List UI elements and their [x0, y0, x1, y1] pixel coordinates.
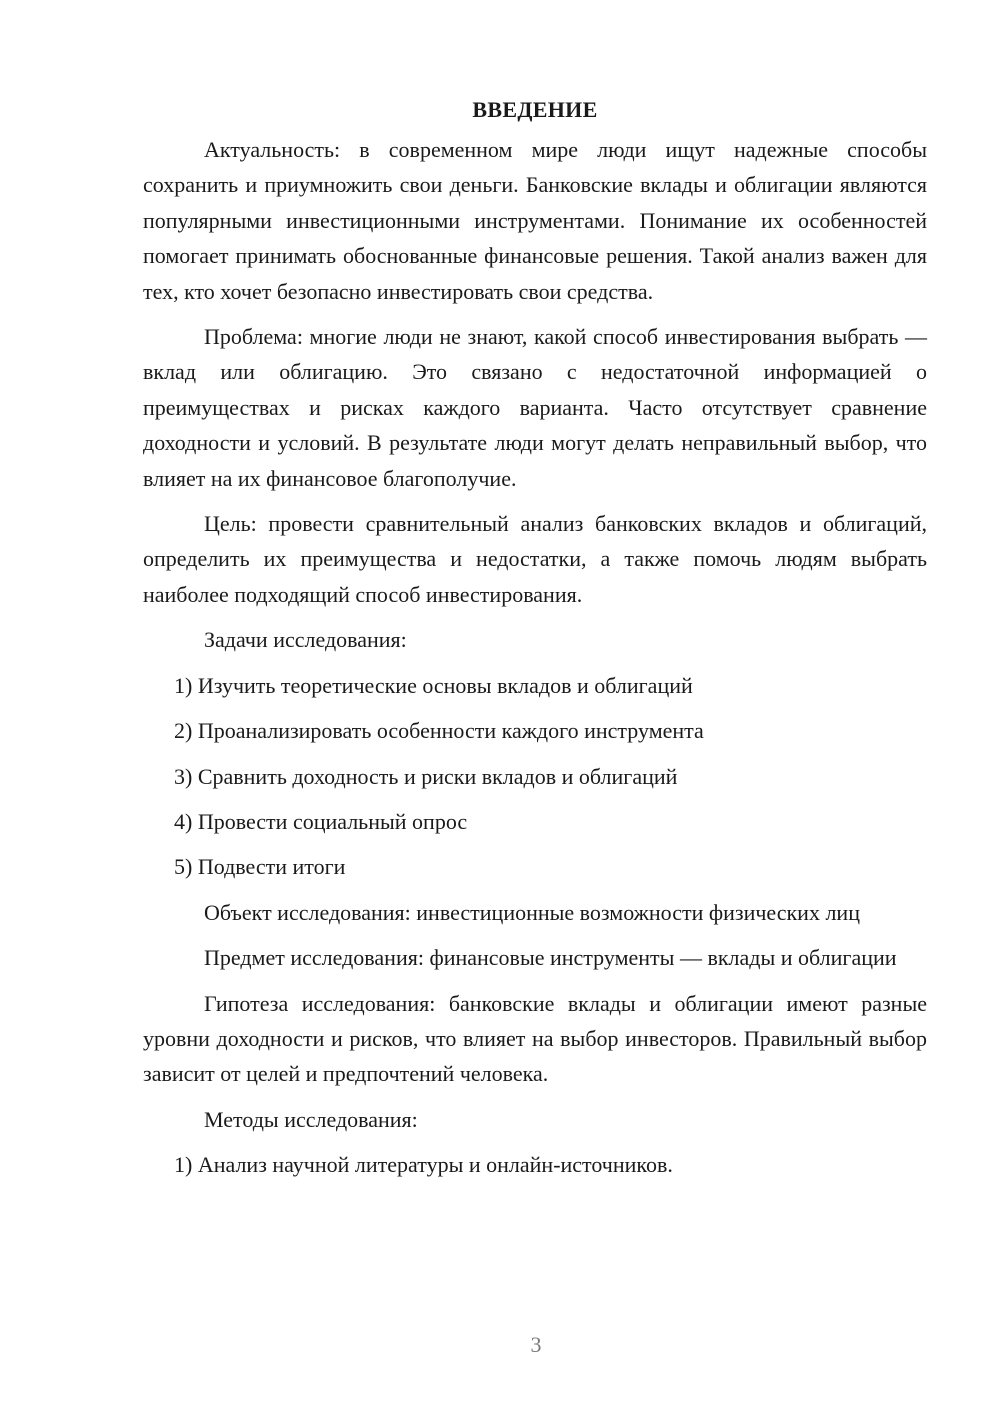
list-item: 3) Сравнить доходность и риски вкладов и облигаций [174, 763, 678, 789]
document-page [143, 92, 927, 1193]
list-item: 2) Проанализировать особенности каждого инструмента [174, 718, 704, 744]
paragraph-relevance: Актуальность: в современном мире люди ищут надежные способы сохранить и приумножить свои деньги. Банковские вклады и облигации являются популярными инвестиционными инструментами. Понимание их особенностей помогает принимать обоснованные финансовые решения. Такой анализ важен для тех, кто хочет безопасно инвестировать свои средства. [143, 137, 927, 304]
tasks-list [143, 668, 927, 885]
page-title: ВВЕДЕНИЕ [472, 97, 598, 122]
page-number: 3 [530, 1332, 542, 1357]
paragraph-goal: Цель: провести сравнительный анализ банковских вкладов и облигаций, определить их преимущества и недостатки, а также помочь людям выбрать наиболее подходящий способ инвестирования. [143, 511, 927, 607]
paragraph-subject: Предмет исследования: финансовые инструменты — вклады и облигации [204, 945, 897, 971]
paragraph-hypothesis: Гипотеза исследования: банковские вклады и облигации имеют разные уровни доходности и рисков, что влияет на выбор инвесторов. Правильный выбор зависит от целей и предпочтений человека. [143, 990, 927, 1087]
list-item: 1) Анализ научной литературы и онлайн-источников. [174, 1152, 673, 1178]
list-item: 4) Провести социальный опрос [174, 808, 468, 834]
methods-list [143, 1147, 927, 1182]
list-item: 5) Подвести итоги [174, 854, 346, 880]
methods-heading: Методы исследования: [204, 1106, 418, 1132]
tasks-heading: Задачи исследования: [204, 627, 407, 653]
paragraph-problem: Проблема: многие люди не знают, какой способ инвестирования выбрать — вклад или облигацию. Это связано с недостаточной информацией о преимуществах и рисках каждого варианта. Часто отсутствует сравнение доходности и условий. В результате люди могут делать неправильный выбор, что влияет на их финансовое благополучие. [143, 324, 927, 491]
paragraph-object: Объект исследования: инвестиционные возможности физических лиц [204, 899, 860, 925]
list-item: 1) Изучить теоретические основы вкладов и облигаций [174, 672, 693, 698]
